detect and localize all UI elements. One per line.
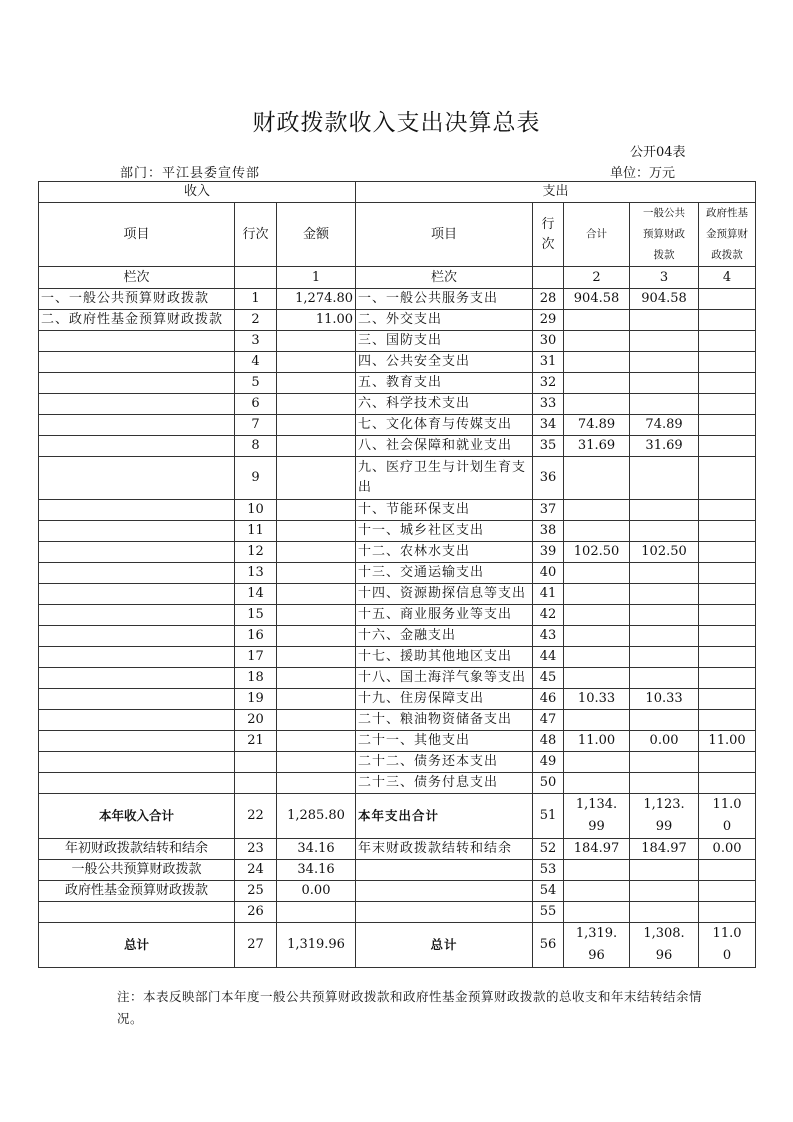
fund-budget-amount: 11.00	[699, 731, 756, 752]
general-budget-amount	[630, 626, 699, 647]
fund-budget-amount: 0.00	[699, 839, 756, 860]
expense-total	[564, 373, 630, 394]
general-budget-amount	[630, 521, 699, 542]
income-item	[39, 521, 235, 542]
expense-item: 十三、交通运输支出	[356, 563, 533, 584]
income-row-no: 16	[235, 626, 277, 647]
expense-total	[564, 626, 630, 647]
expense-row-no: 37	[533, 500, 564, 521]
expense-row-no: 46	[533, 689, 564, 710]
fund-budget-amount	[699, 500, 756, 521]
expense-total	[564, 352, 630, 373]
fund-budget-amount: 11.00	[699, 923, 756, 968]
income-row-no: 12	[235, 542, 277, 563]
general-budget-amount: 904.58	[630, 289, 699, 310]
expense-total	[564, 500, 630, 521]
expense-row-no: 40	[533, 563, 564, 584]
income-amount	[277, 689, 356, 710]
expense-row-no: 35	[533, 436, 564, 457]
table-row	[39, 563, 756, 584]
income-amount	[277, 584, 356, 605]
table-row	[39, 839, 756, 860]
expense-item: 年末财政拨款结转和结余	[356, 839, 533, 860]
general-budget-amount	[630, 331, 699, 352]
expense-total	[564, 563, 630, 584]
expense-row-no: 51	[533, 794, 564, 839]
income-amount	[277, 521, 356, 542]
income-item: 总计	[39, 923, 235, 968]
income-item: 政府性基金预算财政拨款	[39, 881, 235, 902]
table-row	[39, 289, 756, 310]
expense-total	[564, 647, 630, 668]
general-budget-amount	[630, 752, 699, 773]
expense-total	[564, 773, 630, 794]
income-row-no: 13	[235, 563, 277, 584]
income-amount	[277, 331, 356, 352]
expense-item	[356, 902, 533, 923]
general-budget-amount	[630, 902, 699, 923]
table-row	[39, 521, 756, 542]
expense-item	[356, 881, 533, 902]
income-amount: 1,285.80	[277, 794, 356, 839]
income-amount	[277, 731, 356, 752]
income-amount	[277, 457, 356, 500]
income-amount	[277, 668, 356, 689]
general-budget-amount	[630, 310, 699, 331]
income-row-no: 10	[235, 500, 277, 521]
table-row	[39, 902, 756, 923]
general-budget-amount	[630, 373, 699, 394]
general-budget-amount	[630, 457, 699, 500]
fund-budget-amount	[699, 457, 756, 500]
income-row-no	[235, 773, 277, 794]
expense-row-no: 55	[533, 902, 564, 923]
expense-header: 支出	[356, 182, 756, 203]
income-amount: 1,319.96	[277, 923, 356, 968]
general-budget-amount	[630, 394, 699, 415]
income-row-no: 7	[235, 415, 277, 436]
table-row	[39, 500, 756, 521]
income-row-no: 5	[235, 373, 277, 394]
expense-total	[564, 521, 630, 542]
general-budget-amount: 102.50	[630, 542, 699, 563]
expense-row-no-header: 行次	[533, 203, 564, 267]
income-amount	[277, 500, 356, 521]
expense-item: 十一、城乡社区支出	[356, 521, 533, 542]
income-row-no-header: 行次	[235, 203, 277, 267]
table-row	[39, 331, 756, 352]
expense-row-no: 45	[533, 668, 564, 689]
col-3: 3	[630, 267, 699, 289]
table-row	[39, 752, 756, 773]
expense-row-no: 32	[533, 373, 564, 394]
fund-budget-amount	[699, 860, 756, 881]
expense-row-no: 29	[533, 310, 564, 331]
fund-budget-amount	[699, 752, 756, 773]
income-row-no: 2	[235, 310, 277, 331]
fund-budget-amount	[699, 415, 756, 436]
general-budget-amount: 1,123.99	[630, 794, 699, 839]
expense-item: 二十三、债务付息支出	[356, 773, 533, 794]
expense-item: 十四、资源勘探信息等支出	[356, 584, 533, 605]
fund-budget-amount	[699, 626, 756, 647]
expense-item: 十、节能环保支出	[356, 500, 533, 521]
income-item	[39, 668, 235, 689]
income-amount: 0.00	[277, 881, 356, 902]
expense-total: 184.97	[564, 839, 630, 860]
income-row-no: 22	[235, 794, 277, 839]
expense-item: 总计	[356, 923, 533, 968]
income-amount	[277, 373, 356, 394]
col-label: 栏次	[39, 267, 235, 289]
income-row-no: 11	[235, 521, 277, 542]
general-budget-amount: 10.33	[630, 689, 699, 710]
income-amount	[277, 542, 356, 563]
table-row	[39, 647, 756, 668]
expense-total	[564, 310, 630, 331]
general-budget-amount	[630, 773, 699, 794]
income-row-no: 21	[235, 731, 277, 752]
table-row	[39, 773, 756, 794]
expense-item-header: 项目	[356, 203, 533, 267]
income-item: 一般公共预算财政拨款	[39, 860, 235, 881]
fund-budget-amount	[699, 394, 756, 415]
expense-total	[564, 605, 630, 626]
expense-row-no: 53	[533, 860, 564, 881]
income-row-no: 26	[235, 902, 277, 923]
general-budget-amount	[630, 563, 699, 584]
expense-row-no: 52	[533, 839, 564, 860]
income-item	[39, 500, 235, 521]
expense-item: 七、文化体育与传媒支出	[356, 415, 533, 436]
income-amount	[277, 605, 356, 626]
table-row	[39, 668, 756, 689]
expense-item: 六、科学技术支出	[356, 394, 533, 415]
fund-budget-amount	[699, 710, 756, 731]
fund-budget-amount	[699, 542, 756, 563]
income-item	[39, 415, 235, 436]
general-budget-amount	[630, 710, 699, 731]
income-item: 年初财政拨款结转和结余	[39, 839, 235, 860]
expense-total: 1,319.96	[564, 923, 630, 968]
expense-item: 十九、住房保障支出	[356, 689, 533, 710]
fund-budget-header: 政府性基金预算财政拨款	[699, 203, 756, 267]
fund-budget-amount	[699, 605, 756, 626]
expense-total: 904.58	[564, 289, 630, 310]
expense-total	[564, 881, 630, 902]
general-budget-amount	[630, 605, 699, 626]
expense-total	[564, 860, 630, 881]
expense-item: 二十二、债务还本支出	[356, 752, 533, 773]
income-row-no: 3	[235, 331, 277, 352]
income-item	[39, 563, 235, 584]
income-amount	[277, 902, 356, 923]
income-item	[39, 773, 235, 794]
income-row-no: 9	[235, 457, 277, 500]
income-amount	[277, 415, 356, 436]
table-row	[39, 794, 756, 839]
income-row-no: 14	[235, 584, 277, 605]
expense-item: 四、公共安全支出	[356, 352, 533, 373]
income-row-no: 27	[235, 923, 277, 968]
income-amount: 11.00	[277, 310, 356, 331]
general-budget-amount	[630, 352, 699, 373]
expense-row-no: 54	[533, 881, 564, 902]
total-header: 合计	[564, 203, 630, 267]
fund-budget-amount	[699, 331, 756, 352]
expense-item: 二、外交支出	[356, 310, 533, 331]
expense-total: 10.33	[564, 689, 630, 710]
amount-header: 金额	[277, 203, 356, 267]
fund-budget-amount	[699, 689, 756, 710]
table-row	[39, 542, 756, 563]
income-item	[39, 542, 235, 563]
general-budget-amount: 1,308.96	[630, 923, 699, 968]
col-4: 4	[699, 267, 756, 289]
expense-row-no: 38	[533, 521, 564, 542]
general-budget-amount: 184.97	[630, 839, 699, 860]
expense-item: 十七、援助其他地区支出	[356, 647, 533, 668]
general-budget-header: 一般公共预算财政拨款	[630, 203, 699, 267]
expense-row-no: 36	[533, 457, 564, 500]
expense-row-no: 56	[533, 923, 564, 968]
expense-row-no: 48	[533, 731, 564, 752]
fund-budget-amount	[699, 668, 756, 689]
expense-row-no: 49	[533, 752, 564, 773]
income-amount: 1,274.80	[277, 289, 356, 310]
general-budget-amount: 74.89	[630, 415, 699, 436]
expense-row-no: 31	[533, 352, 564, 373]
expense-total: 11.00	[564, 731, 630, 752]
fund-budget-amount	[699, 902, 756, 923]
expense-row-no: 28	[533, 289, 564, 310]
expense-row-no: 39	[533, 542, 564, 563]
income-amount: 34.16	[277, 839, 356, 860]
expense-row-no: 42	[533, 605, 564, 626]
income-item: 本年收入合计	[39, 794, 235, 839]
income-amount	[277, 773, 356, 794]
form-code: 公开04表	[630, 145, 686, 160]
income-item	[39, 436, 235, 457]
expense-total	[564, 710, 630, 731]
income-item	[39, 331, 235, 352]
income-amount	[277, 563, 356, 584]
income-amount	[277, 752, 356, 773]
department: 部门：平江县委宣传部	[120, 166, 261, 181]
expense-total	[564, 668, 630, 689]
expense-item: 八、社会保障和就业支出	[356, 436, 533, 457]
expense-item: 九、医疗卫生与计划生育支出	[356, 457, 533, 500]
table-row	[39, 923, 756, 968]
expense-total	[564, 394, 630, 415]
income-row-no: 15	[235, 605, 277, 626]
expense-item: 二十、粮油物资储备支出	[356, 710, 533, 731]
general-budget-amount	[630, 647, 699, 668]
expense-item: 三、国防支出	[356, 331, 533, 352]
income-amount	[277, 436, 356, 457]
income-row-no: 1	[235, 289, 277, 310]
expense-total: 31.69	[564, 436, 630, 457]
expense-total	[564, 457, 630, 500]
income-item-header: 项目	[39, 203, 235, 267]
income-row-no: 17	[235, 647, 277, 668]
income-item	[39, 605, 235, 626]
income-item	[39, 647, 235, 668]
income-item	[39, 752, 235, 773]
expense-item: 十六、金融支出	[356, 626, 533, 647]
table-row	[39, 457, 756, 500]
expense-item: 十二、农林水支出	[356, 542, 533, 563]
general-budget-amount	[630, 881, 699, 902]
income-row-no: 8	[235, 436, 277, 457]
table-row	[39, 860, 756, 881]
income-item	[39, 902, 235, 923]
income-row-no: 24	[235, 860, 277, 881]
income-row-no: 6	[235, 394, 277, 415]
expense-total	[564, 902, 630, 923]
expense-row-no: 34	[533, 415, 564, 436]
income-item	[39, 352, 235, 373]
expense-total	[564, 331, 630, 352]
table-row	[39, 605, 756, 626]
fund-budget-amount	[699, 289, 756, 310]
income-amount: 34.16	[277, 860, 356, 881]
income-amount	[277, 710, 356, 731]
expense-item: 十五、商业服务业等支出	[356, 605, 533, 626]
income-item	[39, 394, 235, 415]
income-amount	[277, 647, 356, 668]
col-2: 2	[564, 267, 630, 289]
general-budget-amount: 0.00	[630, 731, 699, 752]
table-row	[39, 710, 756, 731]
table-row	[39, 731, 756, 752]
general-budget-amount	[630, 584, 699, 605]
income-item: 二、政府性基金预算财政拨款	[39, 310, 235, 331]
table-row	[39, 415, 756, 436]
expense-row-no: 50	[533, 773, 564, 794]
income-item	[39, 731, 235, 752]
income-amount	[277, 626, 356, 647]
income-item	[39, 626, 235, 647]
expense-item: 五、教育支出	[356, 373, 533, 394]
fund-budget-amount	[699, 584, 756, 605]
empty-cell	[533, 267, 564, 289]
income-amount	[277, 394, 356, 415]
table-row	[39, 394, 756, 415]
income-amount	[277, 352, 356, 373]
fiscal-summary-table	[38, 181, 756, 968]
fund-budget-amount	[699, 436, 756, 457]
table-row	[39, 584, 756, 605]
expense-item	[356, 860, 533, 881]
general-budget-amount	[630, 860, 699, 881]
income-row-no: 20	[235, 710, 277, 731]
income-item	[39, 584, 235, 605]
page-title: 财政拨款收入支出决算总表	[252, 110, 541, 136]
table-row	[39, 881, 756, 902]
income-row-no: 19	[235, 689, 277, 710]
table-row	[39, 436, 756, 457]
footnote: 注：本表反映部门本年度一般公共预算财政拨款和政府性基金预算财政拨款的总收支和年末结转结余情况。	[117, 989, 703, 1026]
table-row	[39, 373, 756, 394]
expense-row-no: 43	[533, 626, 564, 647]
table-row	[39, 626, 756, 647]
expense-row-no: 41	[533, 584, 564, 605]
expense-col-label: 栏次	[356, 267, 533, 289]
fund-budget-amount: 11.00	[699, 794, 756, 839]
table-row	[39, 310, 756, 331]
expense-item: 一、一般公共服务支出	[356, 289, 533, 310]
general-budget-amount: 31.69	[630, 436, 699, 457]
expense-total: 74.89	[564, 415, 630, 436]
income-row-no: 25	[235, 881, 277, 902]
expense-item: 十八、国土海洋气象等支出	[356, 668, 533, 689]
expense-row-no: 30	[533, 331, 564, 352]
fund-budget-amount	[699, 563, 756, 584]
income-row-no: 23	[235, 839, 277, 860]
general-budget-amount	[630, 500, 699, 521]
fund-budget-amount	[699, 881, 756, 902]
expense-row-no: 47	[533, 710, 564, 731]
expense-total: 102.50	[564, 542, 630, 563]
income-row-no: 4	[235, 352, 277, 373]
income-header: 收入	[39, 182, 356, 203]
expense-item: 二十一、其他支出	[356, 731, 533, 752]
fund-budget-amount	[699, 773, 756, 794]
income-item	[39, 689, 235, 710]
expense-total	[564, 752, 630, 773]
expense-row-no: 44	[533, 647, 564, 668]
income-item	[39, 710, 235, 731]
table-row	[39, 689, 756, 710]
income-row-no: 18	[235, 668, 277, 689]
income-item: 一、一般公共预算财政拨款	[39, 289, 235, 310]
fund-budget-amount	[699, 373, 756, 394]
fund-budget-amount	[699, 647, 756, 668]
col-1: 1	[277, 267, 356, 289]
table-row	[39, 352, 756, 373]
expense-total	[564, 584, 630, 605]
empty-cell	[235, 267, 277, 289]
fund-budget-amount	[699, 352, 756, 373]
fund-budget-amount	[699, 521, 756, 542]
income-row-no	[235, 752, 277, 773]
income-item	[39, 457, 235, 500]
fund-budget-amount	[699, 310, 756, 331]
expense-row-no: 33	[533, 394, 564, 415]
expense-item: 本年支出合计	[356, 794, 533, 839]
general-budget-amount	[630, 668, 699, 689]
unit: 单位：万元	[610, 166, 676, 181]
expense-total: 1,134.99	[564, 794, 630, 839]
income-item	[39, 373, 235, 394]
